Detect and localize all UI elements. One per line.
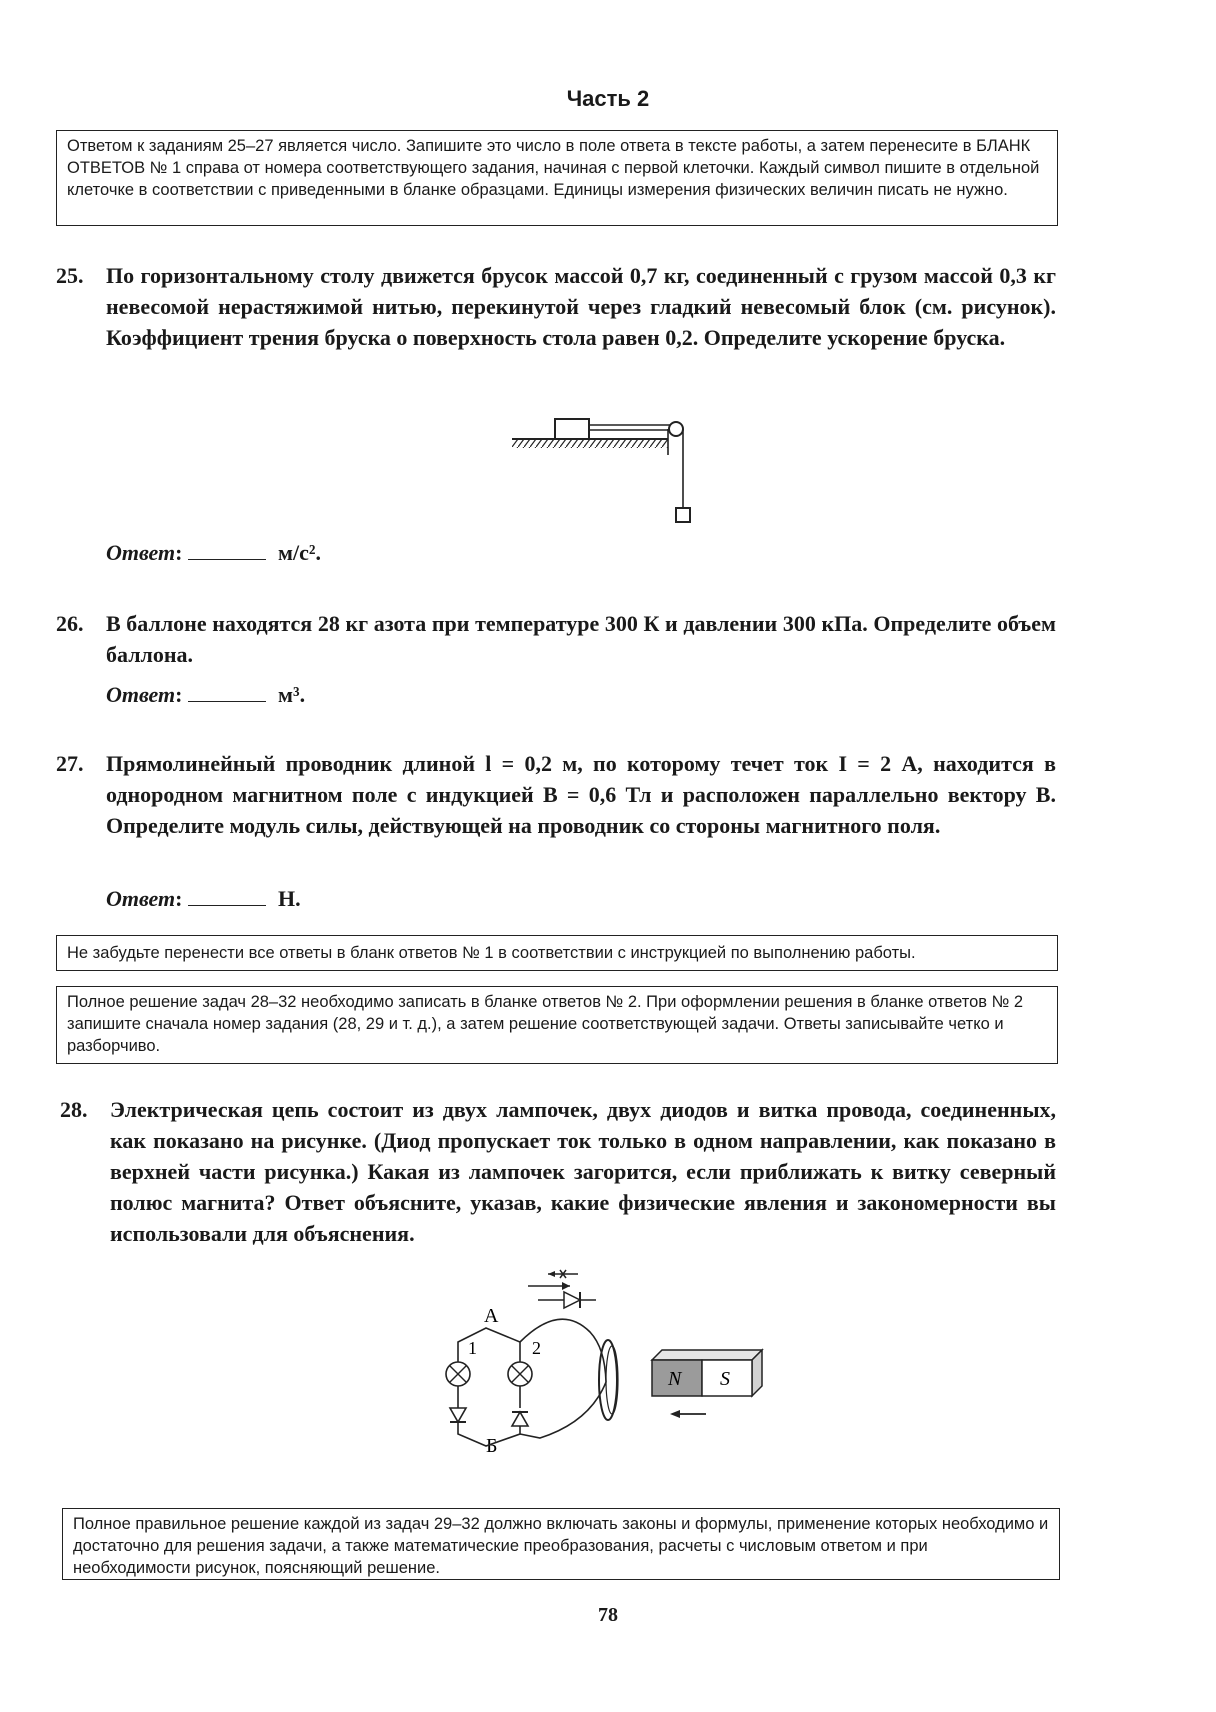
- answer-25: Ответ: м/с².: [106, 540, 321, 565]
- instruction-box-answers: [56, 130, 1058, 226]
- task-number: 25.: [56, 263, 84, 288]
- answer-unit: м³.: [277, 682, 306, 707]
- solution-requirements-box: [62, 1508, 1060, 1580]
- north-pole-label: N: [668, 1368, 682, 1390]
- page-number: 78: [598, 1604, 618, 1626]
- task-25: [56, 260, 1056, 353]
- task-27: [56, 748, 1056, 841]
- task-text: Прямолинейный проводник длиной l = 0,2 м, по которому течет ток I = 2 А, находится в однородном магнитном поле с индукцией B = 0,6 Тл и расположен параллельно вектору B. Определите модуль силы, действующей на проводник со стороны магнитного поля.: [106, 751, 1056, 838]
- magnet: [652, 1350, 762, 1396]
- answer-unit: Н.: [277, 886, 301, 911]
- lamp-2-label: 2: [532, 1338, 541, 1358]
- answer-label: Ответ: [106, 540, 176, 565]
- answer-label: Ответ: [106, 886, 176, 911]
- task-number: 27.: [56, 751, 84, 776]
- answer-unit: м/с².: [277, 540, 321, 565]
- task-26: [56, 608, 1056, 670]
- node-a-label: А: [484, 1305, 499, 1327]
- requirements-text: Полное правильное решение каждой из задач 29–32 должно включать законы и формулы, применение которых необходимо и достаточно для решения задачи, а также математические преобразования, расчеты с числовым ответом и при необходимости рисунок, поясняющий решение.: [73, 1515, 1049, 1577]
- instruction-box-solutions: [56, 986, 1058, 1064]
- figure-circuit-magnet: [440, 1262, 780, 1462]
- task-text: В баллоне находятся 28 кг азота при температуре 300 К и давлении 300 кПа. Определите объем баллона.: [106, 611, 1056, 667]
- instruction-text: Полное решение задач 28–32 необходимо записать в бланке ответов № 2. При оформлении решения в бланке ответов № 2 запишите сначала номер задания (28, 29 и т. д.), а затем решение соответствующей задачи. Ответы записывайте четко и разборчиво.: [67, 993, 1024, 1055]
- task-text: Электрическая цепь состоит из двух лампочек, двух диодов и витка провода, соединенных, как показано на рисунке. (Диод пропускает ток только в одном направлении, как показано в верхней части рисунка.) Какая из лампочек загорится, если приближать к витку северный полюс магнита? Ответ объясните, указав, какие физические явления и закономерности вы использовали для объяснения.: [110, 1097, 1056, 1246]
- reminder-box: [56, 935, 1058, 971]
- task-number: 28.: [60, 1097, 88, 1122]
- task-28: [60, 1094, 1056, 1249]
- answer-blank[interactable]: [188, 683, 266, 702]
- answer-blank[interactable]: [188, 541, 266, 560]
- south-pole-label: S: [720, 1368, 730, 1390]
- node-b-label: Б: [486, 1435, 498, 1457]
- diode-legend: [528, 1270, 596, 1308]
- task-number: 26.: [56, 611, 84, 636]
- answer-label: Ответ: [106, 682, 176, 707]
- answer-26: Ответ: м³.: [106, 682, 306, 707]
- figure-block-pulley: [500, 415, 710, 535]
- reminder-text: Не забудьте перенести все ответы в бланк ответов № 1 в соответствии с инструкцией по выполнению работы.: [67, 944, 916, 962]
- answer-27: Ответ: Н.: [106, 886, 301, 911]
- lamp-1-label: 1: [468, 1338, 477, 1358]
- instruction-text: Ответом к заданиям 25–27 является число. Запишите это число в поле ответа в тексте работы, а затем перенесите в БЛАНК ОТВЕТОВ № 1 справа от номера соответствующего задания, начиная с первой клеточки. Каждый символ пишите в отдельной клеточке в соответствии с приведенными в бланке образцами. Единицы измерения физических величин писать не нужно.: [67, 137, 1040, 199]
- answer-blank[interactable]: [188, 887, 266, 906]
- part-title: Часть 2: [566, 86, 650, 111]
- task-text: По горизонтальному столу движется брусок массой 0,7 кг, соединенный с грузом массой 0,3 кг невесомой нерастяжимой нитью, перекинутой через гладкий невесомый блок (см. рисунок). Коэффициент трения бруска о поверхность стола равен 0,2. Определите ускорение бруска.: [106, 263, 1056, 350]
